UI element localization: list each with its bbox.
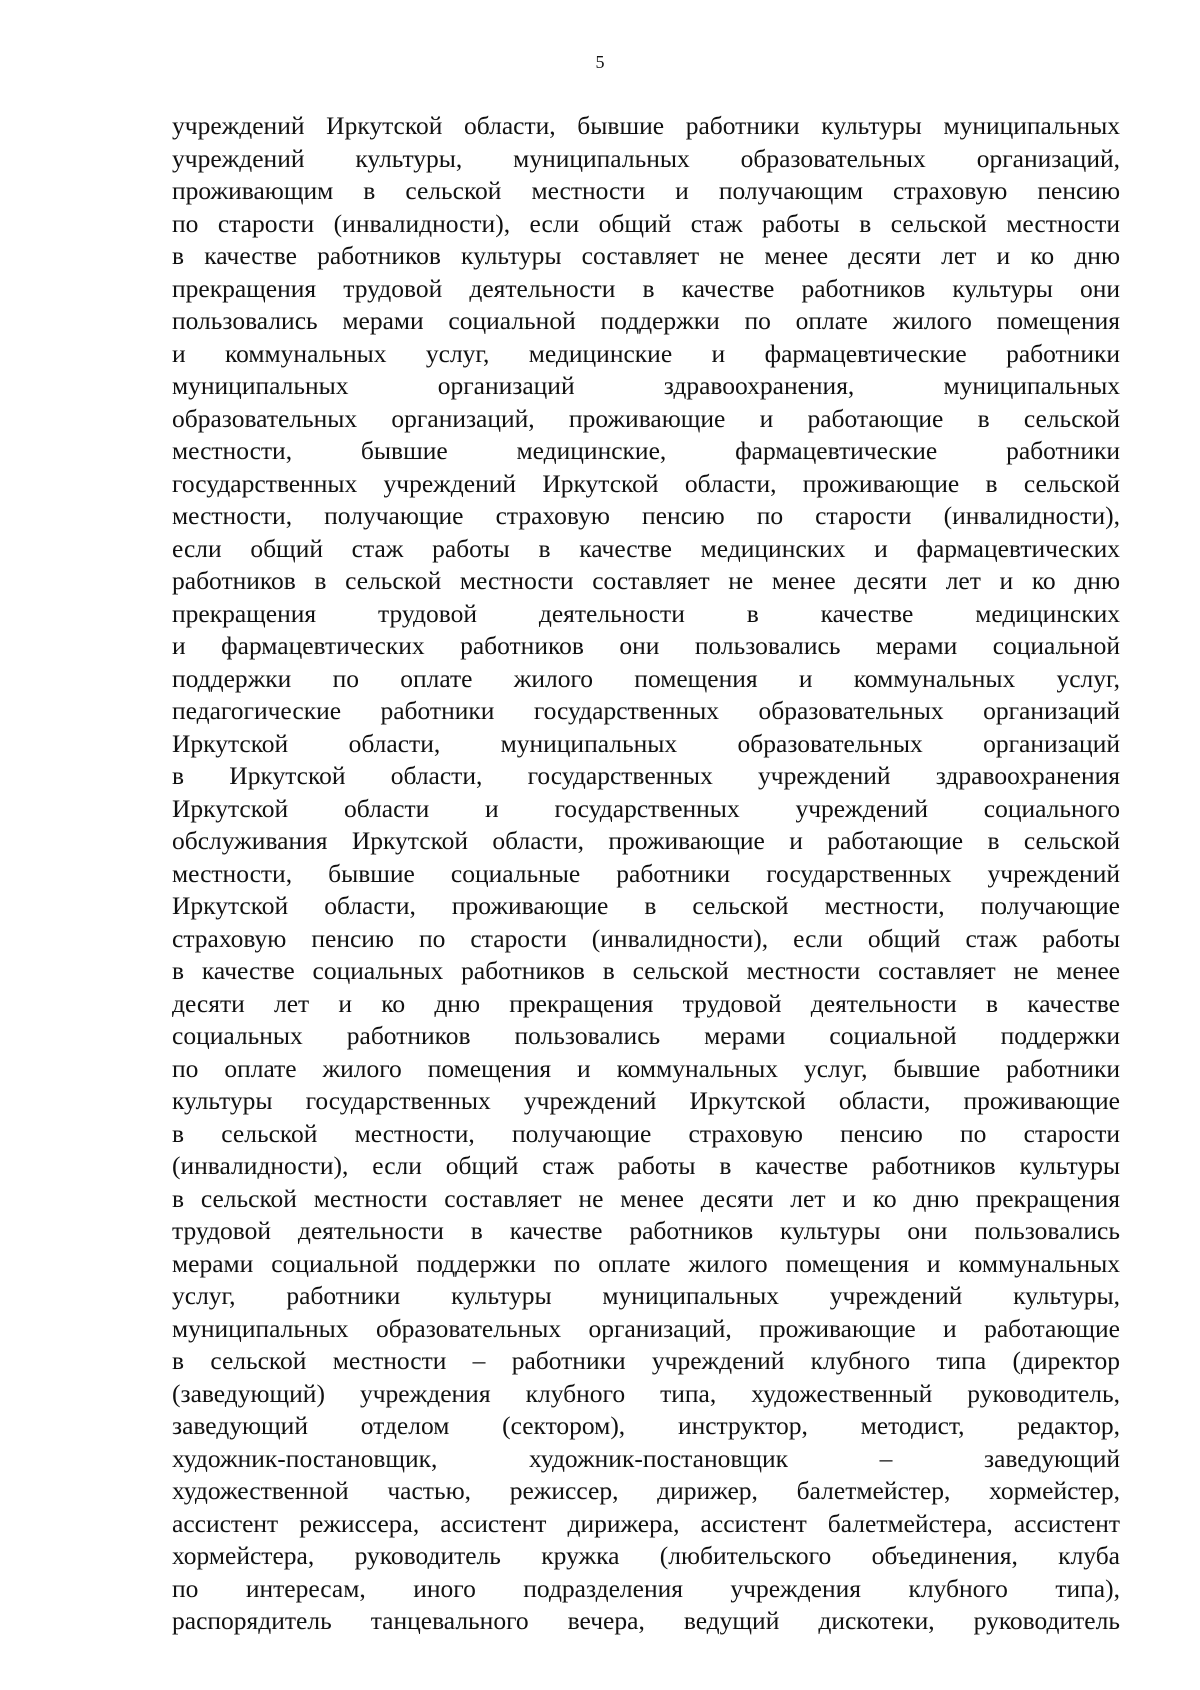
text-line: в Иркутской области, государственных учреждений здравоохранения xyxy=(172,761,1120,790)
text-line: (инвалидности), если общий стаж работы в качестве работников культуры xyxy=(172,1151,1120,1180)
text-line: муниципальных образовательных организаций, проживающие и работающие xyxy=(172,1313,1120,1343)
body-text xyxy=(172,110,1120,1638)
text-line: государственных учреждений Иркутской области, проживающие в сельской xyxy=(172,468,1120,498)
text-line: и коммунальных услуг, медицинские и фармацевтические работники xyxy=(172,338,1120,368)
text-line: страховую пенсию по старости (инвалидности), если общий стаж работы xyxy=(172,923,1120,953)
text-line: десяти лет и ко дню прекращения трудовой деятельности в качестве xyxy=(172,988,1120,1018)
text-line: заведующий отделом (сектором), инструктор, методист, редактор, xyxy=(172,1411,1120,1440)
text-line: Иркутской области, муниципальных образовательных организаций xyxy=(172,728,1120,758)
text-line: и фармацевтических работников они пользовались мерами социальной xyxy=(172,631,1120,660)
text-line: учреждений Иркутской области, бывшие работники культуры муниципальных xyxy=(172,111,1120,140)
text-line: культуры государственных учреждений Иркутской области, проживающие xyxy=(172,1086,1120,1115)
text-line: поддержки по оплате жилого помещения и коммунальных услуг, xyxy=(172,663,1120,693)
page-number: 5 xyxy=(595,52,605,72)
text-line: в сельской местности, получающие страховую пенсию по старости xyxy=(172,1118,1120,1148)
text-line: по старости (инвалидности), если общий стаж работы в сельской местности xyxy=(172,208,1120,238)
text-line: прекращения трудовой деятельности в качестве медицинских xyxy=(172,598,1120,628)
text-line: социальных работников пользовались мерами социальной поддержки xyxy=(172,1021,1120,1050)
text-line: пользовались мерами социальной поддержки по оплате жилого помещения xyxy=(172,306,1120,335)
text-line: педагогические работники государственных образовательных организаций xyxy=(172,696,1120,725)
text-line: местности, бывшие медицинские, фармацевтические работники xyxy=(172,436,1120,465)
text-line: художник-постановщик, художник-постановщик – заведующий xyxy=(172,1443,1120,1473)
text-line: работников в сельской местности составляет не менее десяти лет и ко дню xyxy=(172,566,1120,595)
text-line: хормейстера, руководитель кружка (любительского объединения, клуба xyxy=(172,1541,1120,1570)
text-line: местности, получающие страховую пенсию по старости (инвалидности), xyxy=(172,501,1120,530)
text-line: в качестве работников культуры составляет не менее десяти лет и ко дню xyxy=(172,241,1120,270)
text-line: прекращения трудовой деятельности в качестве работников культуры они xyxy=(172,273,1120,303)
text-line: образовательных организаций, проживающие и работающие в сельской xyxy=(172,403,1120,433)
text-line: мерами социальной поддержки по оплате жилого помещения и коммунальных xyxy=(172,1248,1120,1278)
text-line: обслуживания Иркутской области, проживающие и работающие в сельской xyxy=(172,826,1120,855)
text-line: в сельской местности составляет не менее десяти лет и ко дню прекращения xyxy=(172,1183,1120,1213)
text-line: по интересам, иного подразделения учреждения клубного типа), xyxy=(172,1573,1120,1603)
text-line: Иркутской области, проживающие в сельской местности, получающие xyxy=(172,891,1120,920)
text-line: учреждений культуры, муниципальных образовательных организаций, xyxy=(172,143,1120,173)
text-line: Иркутской области и государственных учреждений социального xyxy=(172,793,1120,823)
text-line: распорядитель танцевального вечера, ведущий дискотеки, руководитель xyxy=(172,1606,1120,1635)
text-line: (заведующий) учреждения клубного типа, художественный руководитель, xyxy=(172,1378,1120,1408)
text-line: ассистент режиссера, ассистент дирижера, ассистент балетмейстера, ассистент xyxy=(172,1508,1120,1538)
text-line: художественной частью, режиссер, дирижер, балетмейстер, хормейстер, xyxy=(172,1476,1120,1505)
text-line: трудовой деятельности в качестве работников культуры они пользовались xyxy=(172,1216,1120,1245)
text-line: услуг, работники культуры муниципальных учреждений культуры, xyxy=(172,1281,1120,1310)
text-line: если общий стаж работы в качестве медицинских и фармацевтических xyxy=(172,533,1120,563)
text-line: в качестве социальных работников в сельской местности составляет не менее xyxy=(172,956,1120,985)
text-line: по оплате жилого помещения и коммунальных услуг, бывшие работники xyxy=(172,1053,1120,1083)
text-line: муниципальных организаций здравоохранения, муниципальных xyxy=(172,371,1120,400)
text-line: в сельской местности – работники учреждений клубного типа (директор xyxy=(172,1346,1120,1375)
text-line: местности, бывшие социальные работники государственных учреждений xyxy=(172,858,1120,888)
text-line: проживающим в сельской местности и получающим страховую пенсию xyxy=(172,176,1120,205)
